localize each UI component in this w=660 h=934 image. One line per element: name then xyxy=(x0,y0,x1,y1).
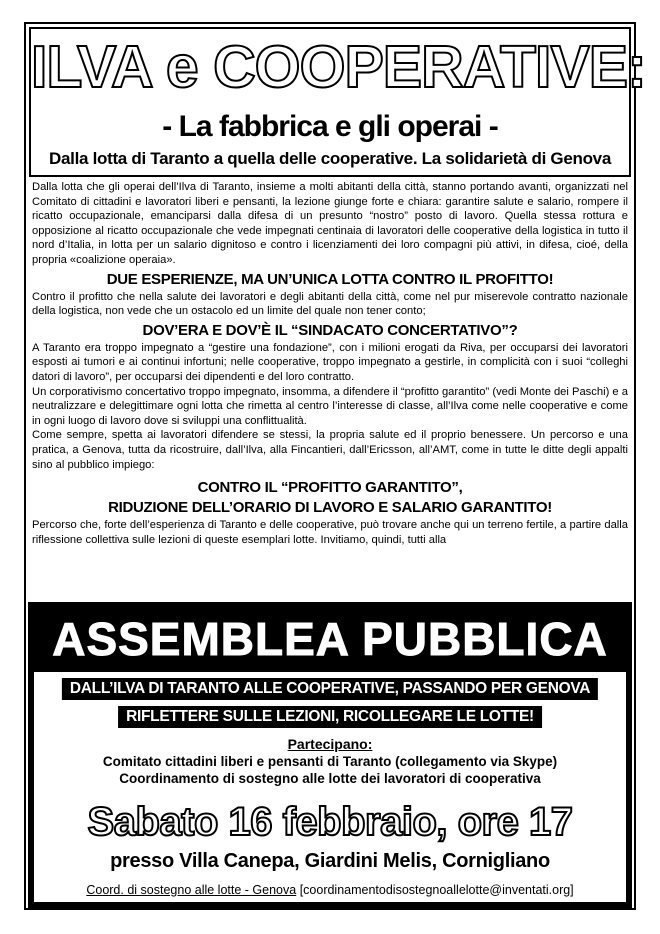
subtitle: - La fabbrica e gli operai - xyxy=(162,110,498,143)
section-heading: RIDUZIONE DELL’ORARIO DI LAVORO E SALARIO GARANTITO! xyxy=(108,499,552,517)
participant-item: Comitato cittadini liberi e pensanti di Taranto (collegamento via Skype) xyxy=(102,754,558,769)
paragraph: Contro il profitto che nella salute dei lavoratori e degli abitanti della città, come nel pur miserevole contratto nazionale della logistica, non vede che un ostacolo ed un limite del quale non tener conto; xyxy=(32,290,628,318)
footer xyxy=(34,882,626,898)
event-details-panel xyxy=(34,672,626,902)
event-venue: presso Villa Canepa, Giardini Melis, Cornigliano xyxy=(110,850,550,872)
title-ilva: ILVA xyxy=(31,34,166,100)
event-banner: DALL’ILVA DI TARANTO ALLE COOPERATIVE, PASSANDO PER GENOVA xyxy=(62,678,598,700)
paragraph: A Taranto era troppo impegnato a “gestire una fondazione”, con i milioni erogati da Riva, per occuparsi dei lavoratori esposti ai tumori e ai continui infortuni; nelle cooperative, troppo impegnato a gestirle, in complicità con i suoi “colleghi datori di lavoro”, per occuparsi dei dipendenti e del loro contratto. xyxy=(32,341,628,383)
event-box xyxy=(28,602,632,908)
section-heading: CONTRO IL “PROFITTO GARANTITO”, xyxy=(197,479,463,497)
section-heading: DUE ESPERIENZE, MA UN’UNICA LOTTA CONTRO IL PROFITTO! xyxy=(106,270,554,288)
section-heading: DOV’ERA E DOV’È IL “SINDACATO CONCERTATIVO”? xyxy=(142,321,518,339)
tagline: Dalla lotta di Taranto a quella delle cooperative. La solidarietà di Genova xyxy=(49,149,611,168)
title-cooperative: COOPERATIVE: xyxy=(197,34,646,100)
header-box xyxy=(29,27,646,177)
footer-email: [coordinamentodisostegnoallelotte@inventati.org] xyxy=(299,883,574,897)
event-title: ASSEMBLEA PUBBLICA xyxy=(52,613,608,665)
participant-item: Coordinamento di sostegno alle lotte dei lavoratori di cooperativa xyxy=(119,771,541,786)
participants-label: Partecipano: xyxy=(287,736,373,752)
title-e: e xyxy=(165,34,198,100)
paragraph: Come sempre, spetta ai lavoratori difendere se stessi, la propria salute ed il proprio benessere. Un percorso e una pratica, a Genova, tutta da ricostruire, dall’Ilva, alla Fincantieri, dall’Ericsson, all’AMT, come in tutte le ditte degli appalti sino al pubblico impiego: xyxy=(32,429,628,471)
footer-org: Coord. di sostegno alle lotte - Genova xyxy=(86,883,297,897)
event-banner: RIFLETTERE SULLE LEZIONI, RICOLLEGARE LE LOTTE! xyxy=(118,706,542,728)
paragraph: Percorso che, forte dell’esperienza di Taranto e delle cooperative, può trovare anche qui un terreno fertile, a partire dalla riflessione collettiva sulle lezioni di queste esemplari lotte. Invitiamo, quindi, tutti alla xyxy=(32,519,628,546)
page-title xyxy=(31,31,646,103)
paragraph: Un corporativismo concertativo troppo impegnato, insomma, a difendere il “profitto garantito” (vedi Monte dei Paschi) e a neutralizzare e delegittimare ogni lotta che rimetta al centro l’interesse di classe, all’Ilva come nelle cooperative e come in ogni luogo di lavoro dove si sviluppi una conflittualità. xyxy=(32,385,628,427)
article-body xyxy=(32,180,628,547)
event-date: Sabato 16 febbraio, ore 17 xyxy=(87,800,573,844)
intro-paragraph: Dalla lotta che gli operai dell’Ilva di Taranto, insieme a molti abitanti della città, stanno portando avanti, organizzati nel Comitato di cittadini e lavoratori liberi e pensanti, la lezione giunge forte e chiara: garantire salute e salario, rompere il ricatto occupazionale, emanciparsi dalla difesa di un presunto “nostro” posto di lavoro. Quella stessa rottura e opposizione al ricatto occupazionale che vede impegnati centinaia di lavoratori delle cooperative della logistica in tutto il nord d’Italia, in lotta per un salario dignitoso e contro i licenziamenti dei loro compagni più attivi, in difesa, cioé, della propria «coalizione operaia». xyxy=(32,181,628,266)
